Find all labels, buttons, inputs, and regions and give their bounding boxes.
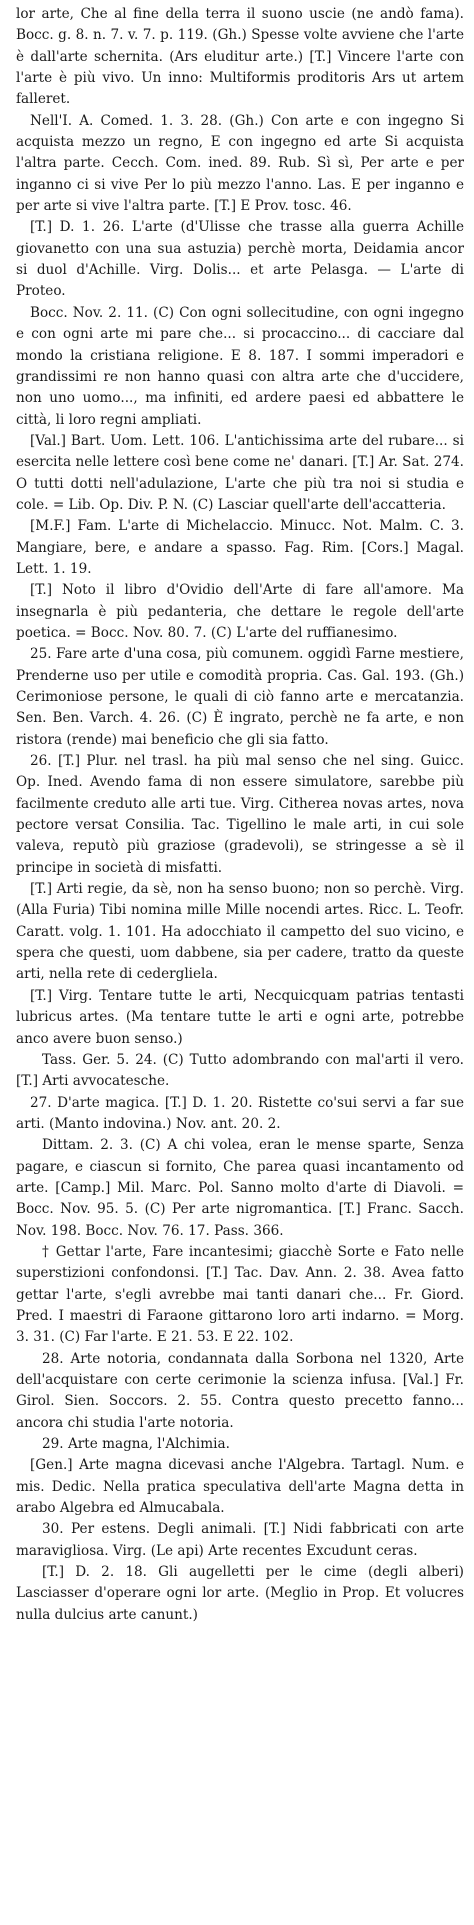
entry-paragraph: Bocc. Nov. 2. 11. (C) Con ogni sollecitudine, con ogni ingegno e con ogni arte mi pare che... si procaccino... di cacciare dal mondo la cristiana religione. E 8. 187. I sommi imperadori e grandissimi re non hanno quasi con altra arte che d'uccidere, non uno uomo..., ma infiniti, ed ardere paesi ed abbattere le città, li loro regni ampliati. xyxy=(16,304,464,428)
entry-paragraph: Dittam. 2. 3. (C) A chi volea, eran le mense sparte, Senza pagare, e ciascun si fornito, Che parea quasi incantamento od arte. [Camp.] Mil. Marc. Pol. Sanno molto d'arte di Diavoli. = Bocc. Nov. 95. 5. (C) Per arte nigromantica. [T.] Franc. Sacch. Nov. 198. Bocc. Nov. 76. 17. Pass. 366. xyxy=(16,1137,464,1239)
entry-paragraph: [T.] Arti regie, da sè, non ha senso buono; non so perchè. Virg. (Alla Furia) Tibi nomina mille Mille nocendi artes. Ricc. L. Teofr. Caratt. volg. 1. 101. Ha adocchiato il campetto del suo vicino, e spera che questi, uom dabbene, sia per cadere, tratto da queste arti, nella rete di cedergliela. xyxy=(16,881,464,983)
sense-25: 25. Fare arte d'una cosa, più comunem. oggidì Farne mestiere, Prenderne uso per utile e comodità propria. Cas. Gal. 193. (Gh.) Cerimoniose persone, le quali di ciò fanno arte e mercatanzia. Sen. Ben. Varch. 4. 26. (C) È ingrato, perchè ne fa arte, e non ristora (rende) mai beneficio che gli sia fatto. xyxy=(16,646,464,748)
sense-27: 27. D'arte magica. [T.] D. 1. 20. Ristette co'sui servi a far sue arti. (Manto indovina.) Nov. ant. 20. 2. xyxy=(16,1094,464,1132)
entry-paragraph: [T.] D. 2. 18. Gli augelletti per le cime (degli alberi) Lasciasser d'operare ogni lor arte. (Meglio in Prop. Et volucres nulla dulcius arte canunt.) xyxy=(16,1564,464,1623)
entry-paragraph: Tass. Ger. 5. 24. (C) Tutto adombrando con mal'arti il vero. [T.] Arti avvocatesche. xyxy=(16,1051,464,1090)
entry-paragraph: [M.F.] Fam. L'arte di Michelaccio. Minucc. Not. Malm. C. 3. Mangiare, bere, e andare a spasso. Fag. Rim. [Cors.] Magal. Lett. 1. 19. xyxy=(16,518,464,577)
entry-paragraph: [T.] Virg. Tentare tutte le arti, Necquicquam patrias tentasti lubricus artes. (Ma tentare tutte le arti e ogni arte, potrebbe anco avere buon senso.) xyxy=(16,987,464,1047)
sense-28: 28. Arte notoria, condannata dalla Sorbona nel 1320, Arte dell'acquistare con certe cerimonie la scienza infusa. [Val.] Fr. Girol. Sien. Soccors. 2. 55. Contra questo precetto fanno... ancora chi studia l'arte notoria. xyxy=(16,1350,464,1431)
sense-29: 29. Arte magna, l'Alchimia. xyxy=(42,1436,230,1453)
entry-paragraph-obsolete: † Gettar l'arte, Fare incantesimi; giacchè Sorte e Fato nelle superstizioni confondonsi. [T.] Tac. Dav. Ann. 2. 38. Avea fatto gettar l'arte, s'egli avrebbe mai tanti danari che... Fr. Giord. Pred. I maestri di Faraone gittarono loro arti indarno. = Morg. 3. 31. (C) Far l'arte. E 21. 53. E 22. 102. xyxy=(16,1243,464,1346)
entry-paragraph: [Gen.] Arte magna dicevasi anche l'Algebra. Tartagl. Num. e mis. Dedic. Nella pratica speculativa dell'arte Magna detta in arabo Algebra ed Almucabala. xyxy=(16,1457,464,1517)
entry-continuation: lor arte, Che al fine della terra il suono uscie (ne andò fama). Bocc. g. 8. n. 7. v. 7. p. 119. (Gh.) Spesse volte avviene che l'arte è dall'arte schernita. (Ars eluditur arte.) [T.] Vincere l'arte con l'arte è più vivo. Un inno: Multiformis proditoris Ars ut artem falleret. xyxy=(16,6,464,108)
entry-paragraph: [T.] D. 1. 26. L'arte (d'Ulisse che trasse alla guerra Achille giovanetto con una sua astuzia) perchè morta, Deidamia ancor si duol d'Achille. Virg. Dolis... et arte Pelasga. — L'arte di Proteo. xyxy=(16,219,464,300)
entry-paragraph: [T.] Noto il libro d'Ovidio dell'Arte di fare all'amore. Ma insegnarla è più pedanteria, che dettare le regole dell'arte poetica. = Bocc. Nov. 80. 7. (C) L'arte del ruffianesimo. xyxy=(16,582,464,641)
sense-26: 26. [T.] Plur. nel trasl. ha più mal senso che nel sing. Guicc. Op. Ined. Avendo fama di non essere simulatore, sarebbe più facilmente creduto alle arti tue. Virg. Citherea novas artes, nova pectore versat Consilia. Tac. Tigellino le male arti, in cui sole valeva, reputò più graziose (gradevoli), se stringesse a sè il principe in società di misfatti. xyxy=(16,753,464,876)
sense-30: 30. Per estens. Degli animali. [T.] Nidi fabbricati con arte maravigliosa. Virg. (Le api) Arte recentes Excudunt ceras. xyxy=(16,1521,464,1559)
entry-paragraph: [Val.] Bart. Uom. Lett. 106. L'antichissima arte del rubare... si esercita nelle lettere così bene come ne' danari. [T.] Ar. Sat. 274. O tutti dotti nell'adulazione, L'arte che più tra noi si studia e cole. = Lib. Op. Div. P. N. (C) Lasciar quell'arte dell'accatteria. xyxy=(16,432,464,513)
entry-paragraph: Nell'I. A. Comed. 1. 3. 28. (Gh.) Con arte e con ingegno Si acquista mezzo un regno, E con ingegno ed arte Si acquista l'altra parte. Cecch. Com. ined. 89. Rub. Sì sì, Per arte e per inganno ci si vive Per lo più mezzo l'anno. Las. E per inganno e per arte si vive l'altra parte. [T.] E Prov. tosc. 46. xyxy=(16,112,464,215)
